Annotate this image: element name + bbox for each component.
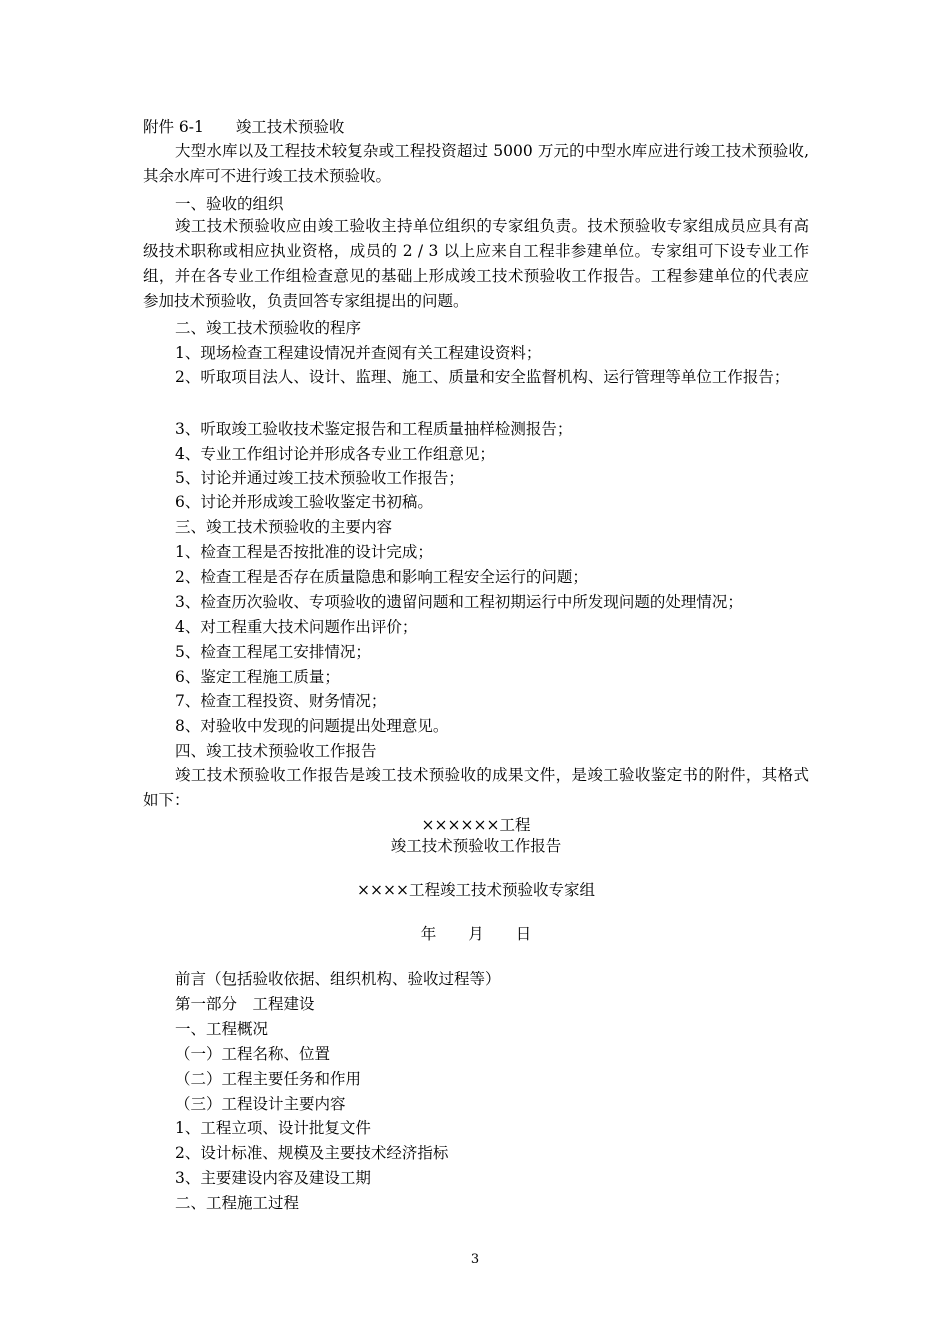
list-item: 2、听取项目法人、设计、监理、施工、质量和安全监督机构、运行管理等单位工作报告； bbox=[175, 368, 790, 386]
section-paragraph: 竣工技术预验收工作报告是竣工技术预验收的成果文件，是竣工验收鉴定书的附件，其格式如下： bbox=[143, 766, 809, 809]
list-item: 4、专业工作组讨论并形成各专业工作组意见； bbox=[175, 445, 495, 463]
template-project-name: ××××××工程 bbox=[421, 816, 531, 834]
section-heading: 三、竣工技术预验收的主要内容 bbox=[175, 518, 393, 536]
outline-item: （三）工程设计主要内容 bbox=[175, 1095, 346, 1113]
list-item: 7、检查工程投资、财务情况； bbox=[175, 692, 387, 710]
list-item: 5、讨论并通过竣工技术预验收工作报告； bbox=[175, 469, 464, 487]
template-author: ××××工程竣工技术预验收专家组 bbox=[357, 881, 595, 899]
outline-item: 一、工程概况 bbox=[175, 1020, 269, 1038]
outline-item: （一）工程名称、位置 bbox=[175, 1045, 331, 1063]
section-heading: 四、竣工技术预验收工作报告 bbox=[175, 742, 377, 760]
list-item: 3、检查历次验收、专项验收的遗留问题和工程初期运行中所发现问题的处理情况； bbox=[175, 593, 743, 611]
list-item: 2、检查工程是否存在质量隐患和影响工程安全运行的问题； bbox=[175, 568, 588, 586]
list-item: 5、检查工程尾工安排情况； bbox=[175, 643, 371, 661]
date-day: 日 bbox=[515, 925, 532, 943]
list-item: 8、对验收中发现的问题提出处理意见。 bbox=[175, 717, 449, 735]
section-heading: 一、验收的组织 bbox=[175, 195, 284, 213]
intro-paragraph: 大型水库以及工程技术较复杂或工程投资超过 5000 万元的中型水库应进行竣工技术预验收,其余水库可不进行竣工技术预验收。 bbox=[143, 142, 809, 185]
list-item: 1、现场检查工程建设情况并查阅有关工程建设资料； bbox=[175, 344, 542, 362]
template-report-title: 竣工技术预验收工作报告 bbox=[390, 837, 562, 855]
outline-item: （二）工程主要任务和作用 bbox=[175, 1070, 362, 1088]
outline-item: 3、主要建设内容及建设工期 bbox=[175, 1169, 371, 1187]
section-paragraph: 竣工技术预验收应由竣工验收主持单位组织的专家组负责。技术预验收专家组成员应具有高级技术职称或相应执业资格，成员的 2 / 3 以上应来自工程非参建单位。专家组可下设专业工作组，并在各专业工作组检查意见的基础上形成竣工技术预验收工作报告。工程参建单位的代表应参加技术预验收，负责回答专家组提出的问题。 bbox=[143, 217, 809, 310]
attachment-title: 竣工技术预验收 bbox=[235, 118, 345, 136]
outline-item: 前言（包括验收依据、组织机构、验收过程等） bbox=[175, 970, 501, 988]
list-item: 1、检查工程是否按批准的设计完成； bbox=[175, 543, 433, 561]
outline-item: 2、设计标准、规模及主要技术经济指标 bbox=[175, 1144, 449, 1162]
list-item: 6、鉴定工程施工质量； bbox=[175, 668, 340, 686]
template-date bbox=[143, 924, 809, 944]
outline-item: 二、工程施工过程 bbox=[175, 1194, 300, 1212]
section-heading: 二、竣工技术预验收的程序 bbox=[175, 319, 362, 337]
list-item: 6、讨论并形成竣工验收鉴定书初稿。 bbox=[175, 493, 433, 511]
date-month: 月 bbox=[468, 925, 484, 943]
outline-item: 第一部分 工程建设 bbox=[175, 995, 315, 1013]
list-item: 4、对工程重大技术问题作出评价； bbox=[175, 618, 418, 636]
date-year: 年 bbox=[420, 925, 437, 943]
list-item: 3、听取竣工验收技术鉴定报告和工程质量抽样检测报告； bbox=[175, 420, 573, 438]
attachment-number: 附件 6-1 bbox=[143, 118, 204, 136]
outline-item: 1、工程立项、设计批复文件 bbox=[175, 1119, 371, 1137]
attachment-title-line bbox=[143, 117, 344, 137]
page-number: 3 bbox=[470, 1252, 480, 1267]
